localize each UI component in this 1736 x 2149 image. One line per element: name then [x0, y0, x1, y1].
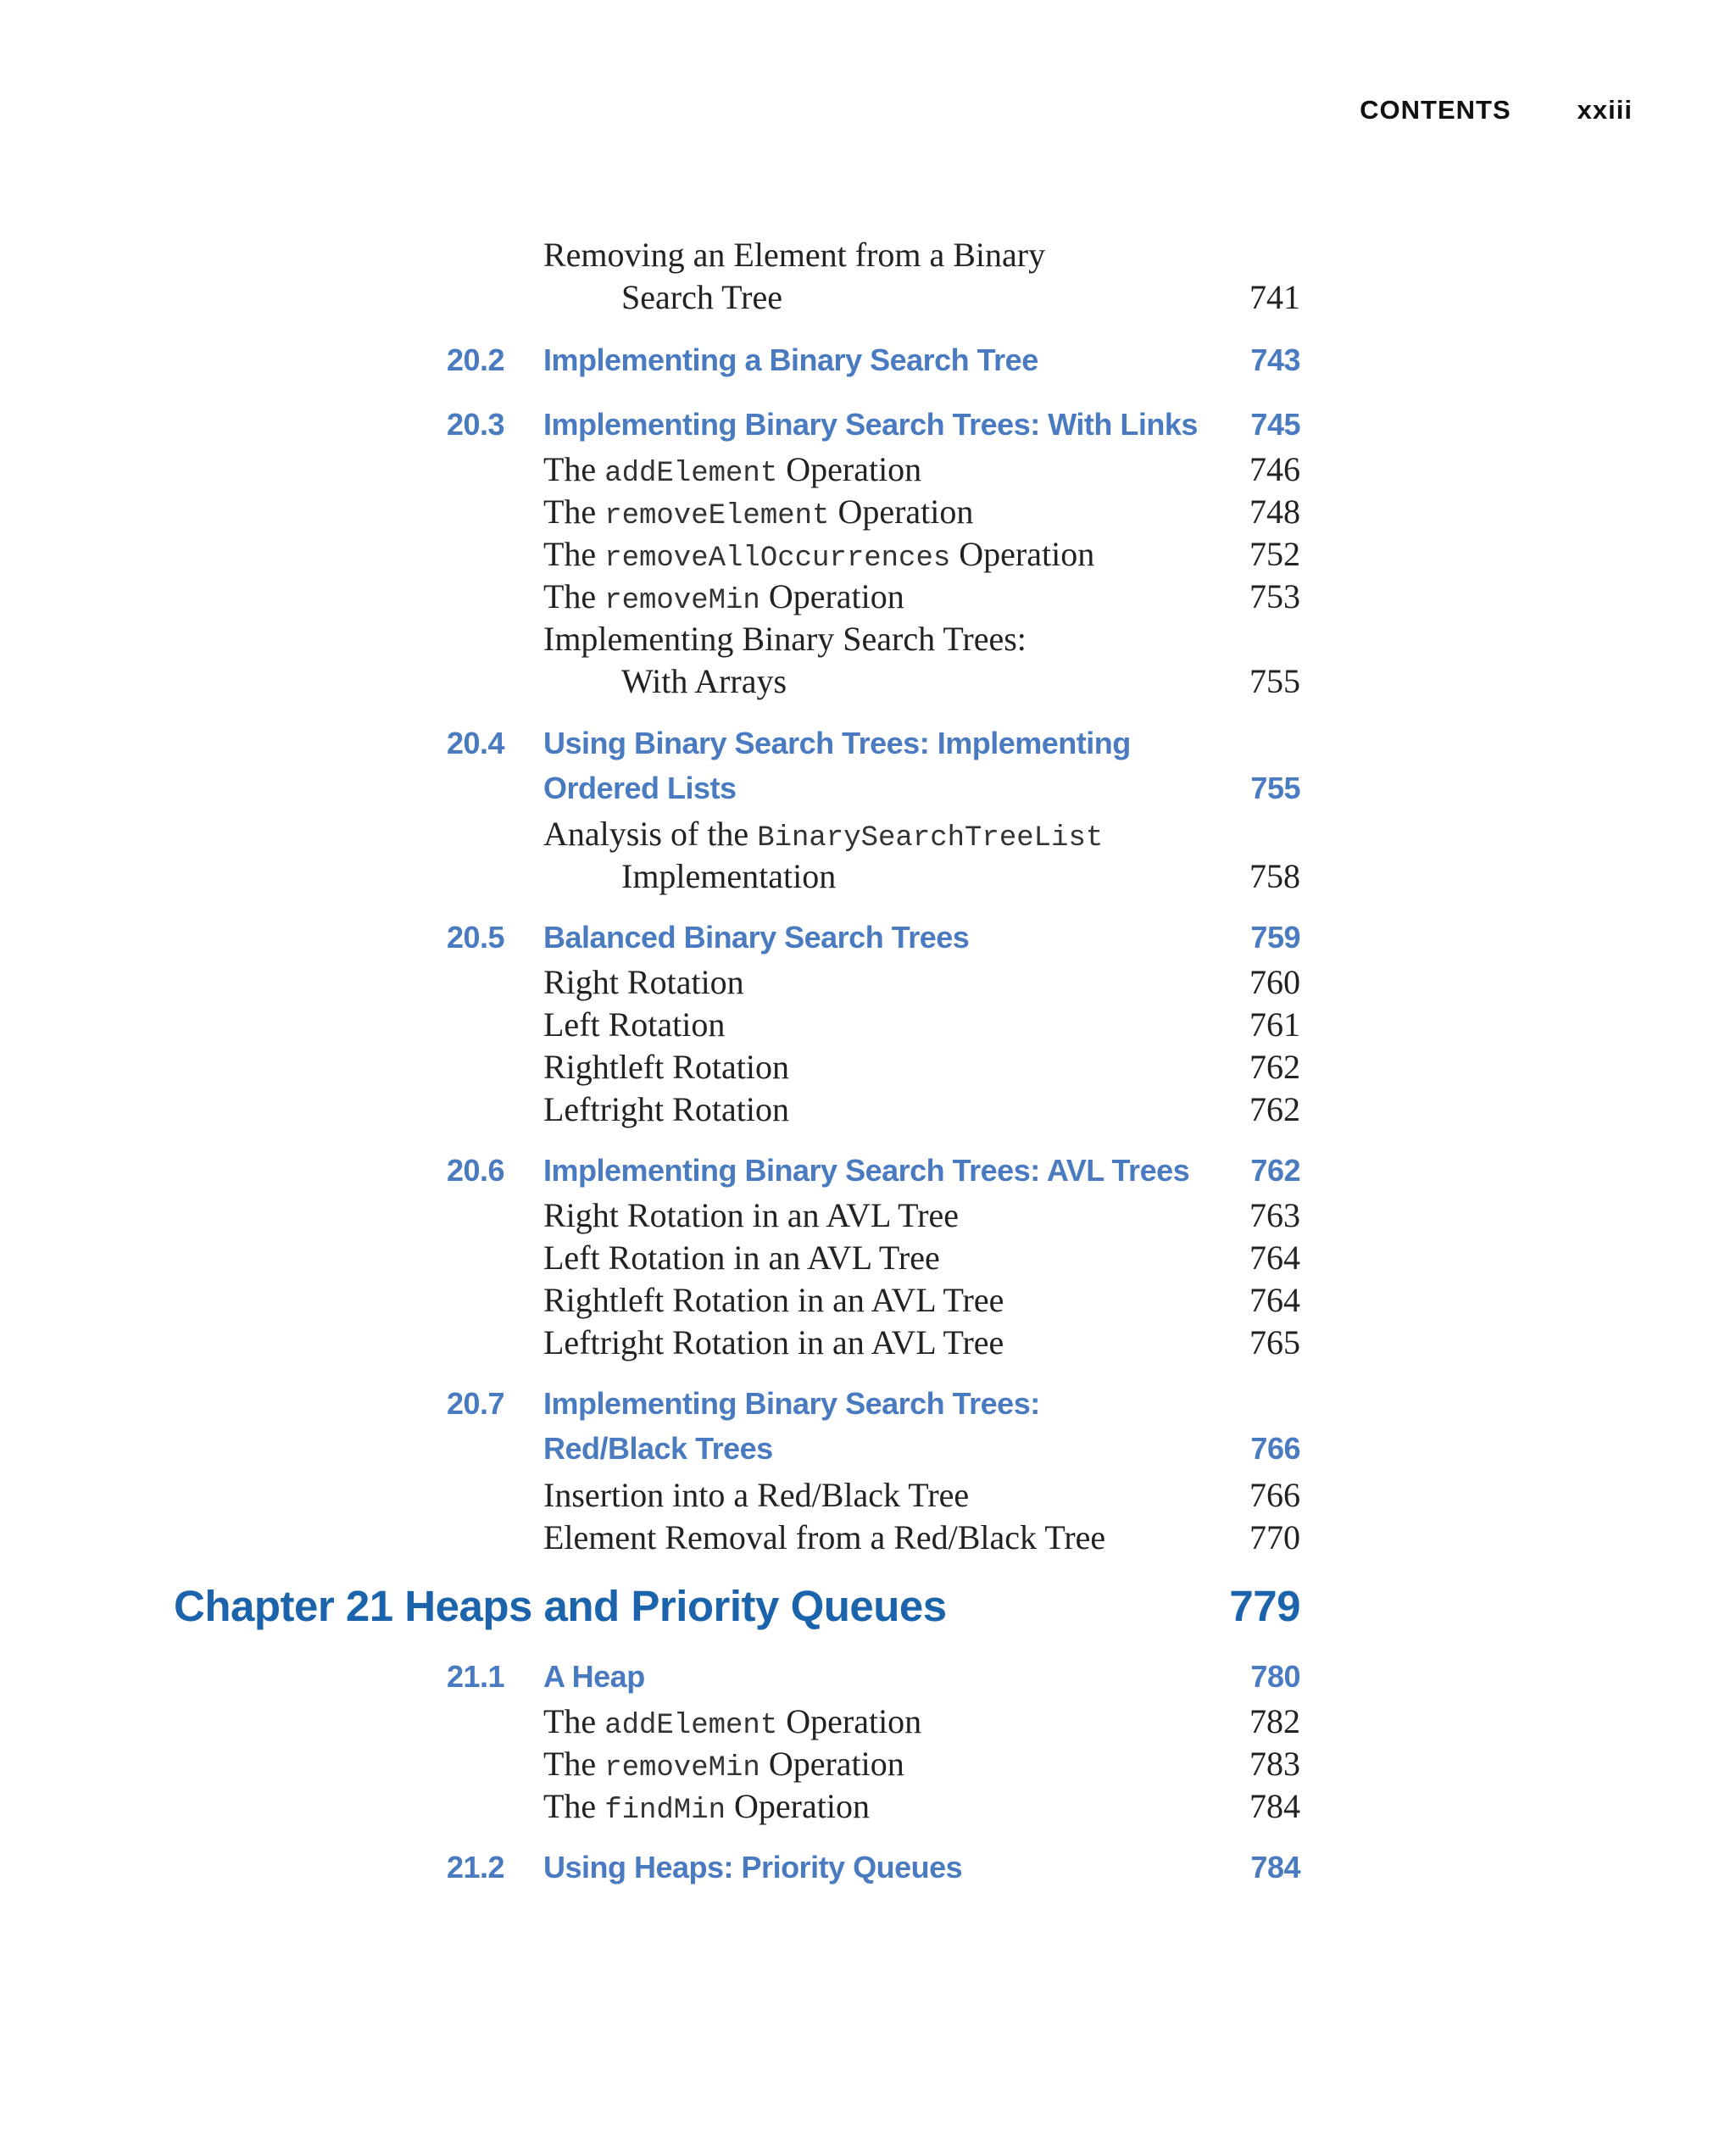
toc-entry-title[interactable]: Left Rotation	[543, 1005, 726, 1044]
toc-entry-title[interactable]: Rightleft Rotation	[543, 1048, 789, 1086]
toc-entry-page[interactable]: 761	[1249, 1005, 1300, 1044]
code-name: removeMin	[604, 1752, 760, 1784]
toc-entry-page[interactable]: 762	[1249, 1090, 1300, 1128]
chapter-page[interactable]: 779	[1229, 1582, 1300, 1630]
toc-entry-title[interactable]	[543, 492, 973, 532]
running-head-title: CONTENTS	[1360, 95, 1511, 125]
toc-entry-title[interactable]	[543, 449, 921, 490]
toc-entry-page[interactable]: 764	[1249, 1239, 1300, 1277]
entry-text: The	[543, 493, 605, 531]
toc-entry-page[interactable]: 783	[1249, 1745, 1300, 1783]
toc-entry-page[interactable]: 755	[1249, 662, 1300, 700]
toc-entry-page[interactable]: 752	[1249, 535, 1300, 573]
section-title-continued[interactable]: Red/Black Trees	[543, 1431, 773, 1466]
toc-entry-title[interactable]: Right Rotation	[543, 963, 744, 1001]
toc-entry-title[interactable]	[543, 1786, 870, 1827]
code-name: BinarySearchTreeList	[757, 822, 1104, 855]
toc-entry-title[interactable]	[543, 576, 904, 617]
toc-entry-page[interactable]: 764	[1249, 1281, 1300, 1319]
entry-text: Operation	[760, 1745, 904, 1783]
toc-entry-title[interactable]: Removing an Element from a Binary	[543, 236, 1046, 274]
toc-entry-title-continued[interactable]: With Arrays	[621, 662, 787, 700]
section-page[interactable]: 766	[1250, 1431, 1300, 1466]
section-page[interactable]: 755	[1250, 771, 1300, 805]
section-title[interactable]: A Heap	[543, 1659, 645, 1694]
section-title[interactable]: Implementing Binary Search Trees:	[543, 1386, 1040, 1421]
section-title[interactable]: Implementing a Binary Search Tree	[543, 342, 1038, 377]
toc-entry-title[interactable]	[543, 534, 1094, 575]
toc-entry-page[interactable]: 760	[1249, 963, 1300, 1001]
toc-entry-title[interactable]: Element Removal from a Red/Black Tree	[543, 1518, 1106, 1556]
toc-entry-title-continued[interactable]: Implementation	[621, 857, 837, 895]
code-name: findMin	[604, 1795, 726, 1827]
toc-entry-page[interactable]: 766	[1249, 1476, 1300, 1514]
entry-text: The	[543, 535, 605, 573]
section-page[interactable]: 784	[1250, 1850, 1300, 1885]
toc-entry-page[interactable]: 762	[1249, 1048, 1300, 1086]
code-name: removeMin	[604, 585, 760, 617]
toc-entry-title[interactable]	[543, 814, 1103, 855]
code-name: addElement	[604, 458, 778, 490]
code-name: removeAllOccurrences	[604, 543, 951, 575]
section-title[interactable]: Balanced Binary Search Trees	[543, 920, 970, 955]
toc-entry-page[interactable]: 758	[1249, 857, 1300, 895]
section-title[interactable]: Using Heaps: Priority Queues	[543, 1850, 963, 1885]
section-number: 20.6	[447, 1153, 505, 1188]
section-title-continued[interactable]: Ordered Lists	[543, 771, 737, 805]
toc-entry-title[interactable]: Left Rotation in an AVL Tree	[543, 1239, 940, 1277]
entry-text: The	[543, 1787, 605, 1825]
entry-text: Operation	[777, 1702, 922, 1740]
toc-entry-page[interactable]: 763	[1249, 1196, 1300, 1234]
toc-entry-page[interactable]: 746	[1249, 450, 1300, 488]
toc-entry-title[interactable]: Right Rotation in an AVL Tree	[543, 1196, 960, 1234]
section-page[interactable]: 759	[1250, 920, 1300, 955]
toc-entry-page[interactable]: 782	[1249, 1702, 1300, 1740]
toc-entry-title[interactable]	[543, 1744, 904, 1784]
entry-text: Operation	[950, 535, 1095, 573]
section-page[interactable]: 780	[1250, 1659, 1300, 1694]
section-title[interactable]: Implementing Binary Search Trees: AVL Trees	[543, 1153, 1190, 1188]
code-name: removeElement	[604, 500, 830, 532]
section-number: 20.2	[447, 342, 505, 377]
entry-text: Operation	[777, 450, 922, 488]
toc-entry-title[interactable]: Insertion into a Red/Black Tree	[543, 1476, 970, 1514]
section-number: 20.7	[447, 1386, 505, 1421]
toc-entry-page[interactable]: 784	[1249, 1787, 1300, 1825]
code-name: addElement	[604, 1710, 778, 1742]
chapter-title[interactable]: Chapter 21 Heaps and Priority Queues	[174, 1582, 947, 1630]
entry-text: Operation	[760, 577, 904, 615]
toc-entry-title[interactable]: Leftright Rotation in an AVL Tree	[543, 1323, 1004, 1361]
entry-text: The	[543, 450, 605, 488]
toc-entry-page[interactable]: 741	[1249, 278, 1300, 316]
entry-text: The	[543, 1702, 605, 1740]
toc-entry-title-continued[interactable]: Search Tree	[621, 278, 782, 316]
section-page[interactable]: 743	[1250, 342, 1300, 377]
toc-entry-page[interactable]: 765	[1249, 1323, 1300, 1361]
section-number: 20.3	[447, 407, 505, 442]
toc-entry-title[interactable]: Implementing Binary Search Trees:	[543, 620, 1027, 658]
running-head-page-number: xxiii	[1577, 95, 1633, 125]
entry-text: The	[543, 1745, 605, 1783]
section-number: 21.1	[447, 1659, 505, 1694]
section-title[interactable]: Using Binary Search Trees: Implementing	[543, 726, 1131, 760]
entry-text: Operation	[726, 1787, 870, 1825]
running-head	[1360, 95, 1633, 125]
entry-text: Analysis of the	[543, 815, 758, 853]
section-page[interactable]: 745	[1250, 407, 1300, 442]
section-title[interactable]: Implementing Binary Search Trees: With Links	[543, 407, 1198, 442]
toc-entry-title[interactable]: Rightleft Rotation in an AVL Tree	[543, 1281, 1004, 1319]
entry-text: Operation	[829, 493, 974, 531]
toc-entry-page[interactable]: 748	[1249, 493, 1300, 531]
section-number: 20.5	[447, 920, 505, 955]
toc-entry-title[interactable]: Leftright Rotation	[543, 1090, 789, 1128]
entry-text: The	[543, 577, 605, 615]
section-number: 20.4	[447, 726, 505, 760]
toc-entry-title[interactable]	[543, 1701, 921, 1742]
section-page[interactable]: 762	[1250, 1153, 1300, 1188]
toc-entry-page[interactable]: 753	[1249, 577, 1300, 615]
toc-entry-page[interactable]: 770	[1249, 1518, 1300, 1556]
section-number: 21.2	[447, 1850, 505, 1885]
